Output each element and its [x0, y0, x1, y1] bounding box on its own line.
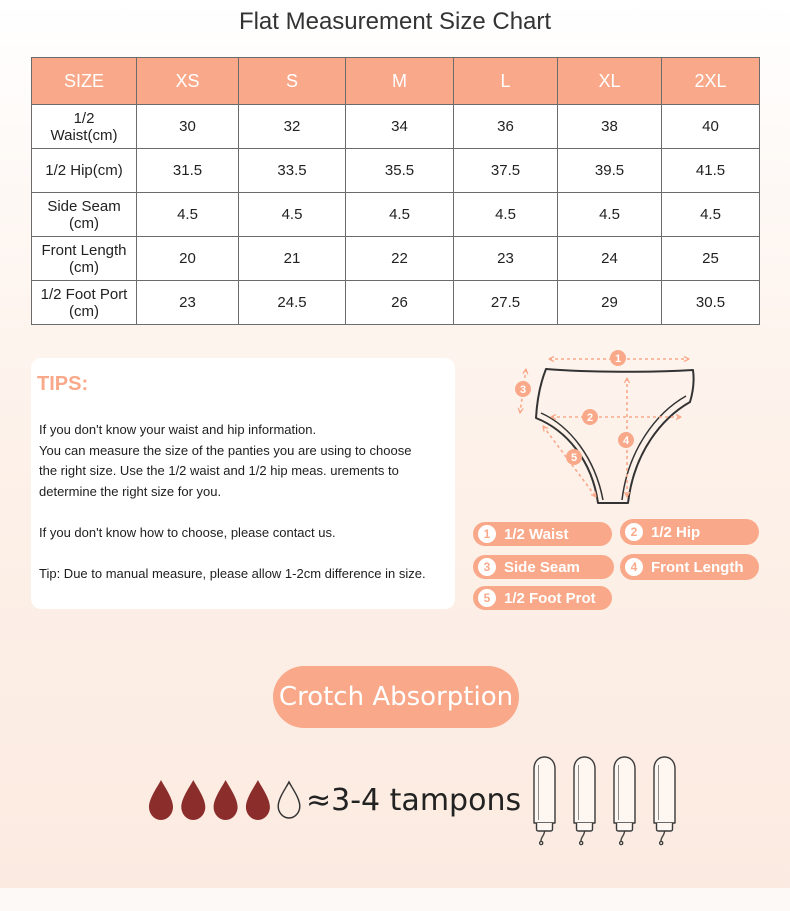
legend-number-badge: 4 [625, 558, 643, 576]
legend-label: 1/2 Waist [504, 525, 569, 543]
tampon-icons [525, 750, 685, 850]
tampon-string [661, 831, 665, 842]
tampon-grip [577, 823, 593, 831]
tips-line: the right size. Use the 1/2 waist and 1/2 hip meas. urements to [39, 463, 399, 478]
legend-number-badge: 5 [478, 589, 496, 607]
tampon-string-end [580, 841, 583, 844]
tips-line: If you don't know your waist and hip information. [39, 422, 317, 437]
legend-label: 1/2 Foot Prot [504, 589, 596, 607]
legend-label: Front Length [651, 558, 744, 576]
size-table-row [32, 281, 760, 325]
measurement-cell: 4.5 [558, 193, 662, 237]
measurement-cell: 24 [558, 237, 662, 281]
measurement-cell: 32 [239, 105, 346, 149]
legend-item-waist [473, 522, 612, 546]
tips-heading: TIPS: [37, 373, 89, 395]
tampon-string [621, 831, 625, 842]
measurement-cell: 24.5 [239, 281, 346, 325]
legend-item-foot-port [473, 586, 612, 610]
empty-drop-icon [278, 782, 300, 818]
tampon-string-end [620, 841, 623, 844]
tampon-body [534, 757, 555, 823]
measurement-cell: 23 [137, 281, 239, 325]
size-header-xs: XS [137, 58, 239, 105]
tips-paragraph [39, 523, 453, 544]
measurement-cell: 21 [239, 237, 346, 281]
size-table [31, 57, 760, 325]
size-table-row [32, 193, 760, 237]
size-header-l: L [454, 58, 558, 105]
tips-line: determine the right size for you. [39, 483, 222, 499]
measurement-cell: 4.5 [239, 193, 346, 237]
measurement-cell: 37.5 [454, 149, 558, 193]
measurement-cell: 26 [346, 281, 454, 325]
row-label: 1/2 Foot Port (cm) [32, 281, 137, 325]
filled-drop-icon [181, 780, 205, 820]
panties-outline-icon [536, 369, 694, 503]
marker-4 [618, 432, 634, 448]
measurement-cell: 4.5 [662, 193, 760, 237]
filled-drop-icon [214, 780, 238, 820]
size-table-body [32, 58, 760, 325]
marker-number: 4 [622, 435, 630, 447]
size-table-row [32, 237, 760, 281]
measurement-cell: 33.5 [239, 149, 346, 193]
tips-body [39, 420, 453, 605]
tampon-body [614, 757, 635, 823]
tampon-grip [617, 823, 633, 831]
marker-3 [515, 381, 531, 397]
tampon-icon [614, 757, 635, 845]
marker-5 [566, 449, 582, 465]
marker-2 [582, 409, 598, 425]
tampon-string-end [540, 841, 543, 844]
measurement-cell: 36 [454, 105, 558, 149]
filled-drop-icon [149, 780, 173, 820]
marker-number: 5 [570, 452, 578, 464]
size-table-row [32, 105, 760, 149]
page-title: Flat Measurement Size Chart [238, 8, 552, 35]
measurement-cell: 31.5 [137, 149, 239, 193]
measurement-cell: 22 [346, 237, 454, 281]
row-label: Front Length (cm) [32, 237, 137, 281]
measurement-cell: 27.5 [454, 281, 558, 325]
legend-item-side-seam [473, 555, 614, 579]
absorption-drops [140, 772, 310, 827]
tips-line: Tip: Due to manual measure, please allow 1-2cm difference in size. [39, 565, 426, 581]
tampon-equivalent-text: ≈3-4 tampons [306, 783, 522, 818]
measurement-diagram [500, 338, 710, 513]
measurement-cell: 25 [662, 237, 760, 281]
tips-line: If you don't know how to choose, please contact us. [39, 524, 336, 540]
tampon-string [541, 831, 545, 842]
size-header-s: S [239, 58, 346, 105]
tampon-string [581, 831, 585, 842]
tips-card [31, 358, 455, 609]
size-table-row [32, 149, 760, 193]
measurement-cell: 23 [454, 237, 558, 281]
legend-item-front-length [620, 554, 759, 580]
measurement-cell: 35.5 [346, 149, 454, 193]
marker-1 [610, 350, 626, 366]
tampon-icon [534, 757, 555, 845]
size-header-xl: XL [558, 58, 662, 105]
legend-item-hip [620, 519, 759, 545]
bottom-band [0, 888, 790, 911]
size-header-label: SIZE [32, 58, 137, 105]
size-table-header-row [32, 58, 760, 105]
legend-label: 1/2 Hip [651, 523, 701, 541]
marker-number: 3 [519, 384, 527, 396]
size-header-2xl: 2XL [662, 58, 760, 105]
measurement-cell: 20 [137, 237, 239, 281]
legend-number-badge: 1 [478, 525, 496, 543]
legend-label: Side Seam [504, 558, 580, 576]
measurement-cell: 30 [137, 105, 239, 149]
measurement-cell: 38 [558, 105, 662, 149]
measurement-cell: 4.5 [454, 193, 558, 237]
tips-line: You can measure the size of the panties you are using to choose [39, 442, 412, 458]
size-header-m: M [346, 58, 454, 105]
measurement-cell: 4.5 [137, 193, 239, 237]
row-label: 1/2 Waist(cm) [32, 105, 137, 149]
tampon-body [654, 757, 675, 823]
measurement-cell: 30.5 [662, 281, 760, 325]
crotch-absorption-badge: Crotch Absorption [273, 666, 519, 728]
row-label: Side Seam (cm) [32, 193, 137, 237]
measurement-cell: 34 [346, 105, 454, 149]
legend-number-badge: 3 [478, 558, 496, 576]
tampon-icon [654, 757, 675, 845]
measurement-cell: 41.5 [662, 149, 760, 193]
tampon-grip [657, 823, 673, 831]
measurement-cell: 39.5 [558, 149, 662, 193]
measurement-cell: 4.5 [346, 193, 454, 237]
tampon-icon [574, 757, 595, 845]
measurement-cell: 40 [662, 105, 760, 149]
filled-drop-icon [246, 780, 270, 820]
marker-number: 2 [586, 412, 594, 424]
tampon-string-end [660, 841, 663, 844]
marker-number: 1 [614, 353, 622, 365]
row-label: 1/2 Hip(cm) [32, 149, 137, 193]
legend-number-badge: 2 [625, 523, 643, 541]
measurement-cell: 29 [558, 281, 662, 325]
tips-paragraph [39, 420, 453, 502]
tips-paragraph [39, 564, 453, 585]
tampon-body [574, 757, 595, 823]
tampon-grip [537, 823, 553, 831]
